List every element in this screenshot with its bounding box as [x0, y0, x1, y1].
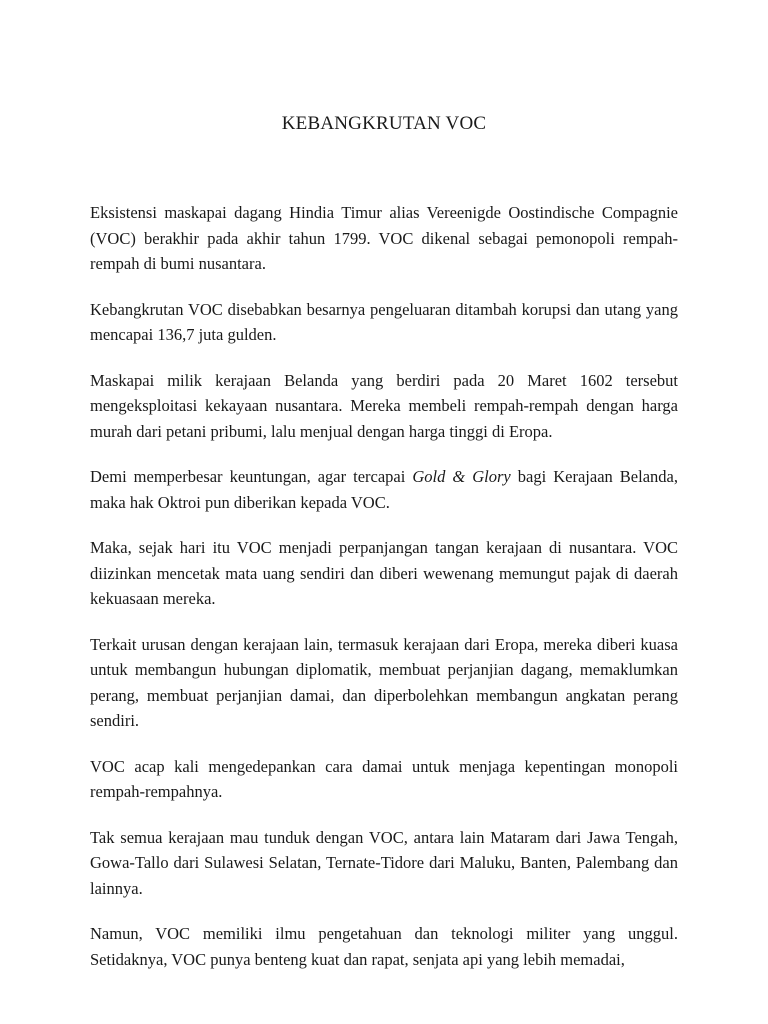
paragraph-6: Terkait urusan dengan kerajaan lain, termasuk kerajaan dari Eropa, mereka diberi kuasa untuk membangun hubungan diplomatik, membuat perjanjian dagang, memaklumkan perang, membuat perjanjian damai, dan diperbolehkan membangun angkatan perang sendiri.	[90, 634, 678, 730]
paragraph-3: Maskapai milik kerajaan Belanda yang berdiri pada 20 Maret 1602 tersebut mengeksploitasi kekayaan nusantara. Mereka membeli rempah-rempah dengan harga murah dari petani pribumi, lalu menjual dengan harga tinggi di Eropa.	[90, 370, 678, 441]
paragraph-4	[90, 464, 678, 515]
document-body	[90, 200, 678, 992]
paragraph-4-text-end: bagi Kerajaan Belanda, maka hak Oktroi pun diberikan kepada VOC.	[90, 467, 678, 512]
paragraph-5: Maka, sejak hari itu VOC menjadi perpanjangan tangan kerajaan di nusantara. VOC diizinkan mencetak mata uang sendiri dan diberi wewenang memungut pajak di daerah kekuasaan mereka.	[90, 538, 678, 608]
paragraph-9: Namun, VOC memiliki ilmu pengetahuan dan teknologi militer yang unggul. Setidaknya, VOC punya benteng kuat dan rapat, senjata api yang lebih memadai,	[90, 924, 678, 969]
paragraph-4-text-start: Demi memperbesar keuntungan, agar tercapai	[90, 467, 413, 486]
paragraph-1: Eksistensi maskapai dagang Hindia Timur alias Vereenigde Oostindische Compagnie (VOC) berakhir pada akhir tahun 1799. VOC dikenal sebagai pemonopoli rempah-rempah di bumi nusantara.	[90, 203, 678, 273]
paragraph-4-italic-phrase: Gold & Glory	[412, 467, 511, 486]
document-title: KEBANGKRUTAN VOC	[281, 113, 487, 134]
paragraph-2: Kebangkrutan VOC disebabkan besarnya pengeluaran ditambah korupsi dan utang yang mencapai 136,7 juta gulden.	[90, 299, 678, 344]
paragraph-8: Tak semua kerajaan mau tunduk dengan VOC, antara lain Mataram dari Jawa Tengah, Gowa-Tallo dari Sulawesi Selatan, Ternate-Tidore dari Maluku, Banten, Palembang dan lainnya.	[90, 827, 678, 898]
paragraph-7: VOC acap kali mengedepankan cara damai untuk menjaga kepentingan monopoli rempah-rempahnya.	[90, 756, 678, 801]
